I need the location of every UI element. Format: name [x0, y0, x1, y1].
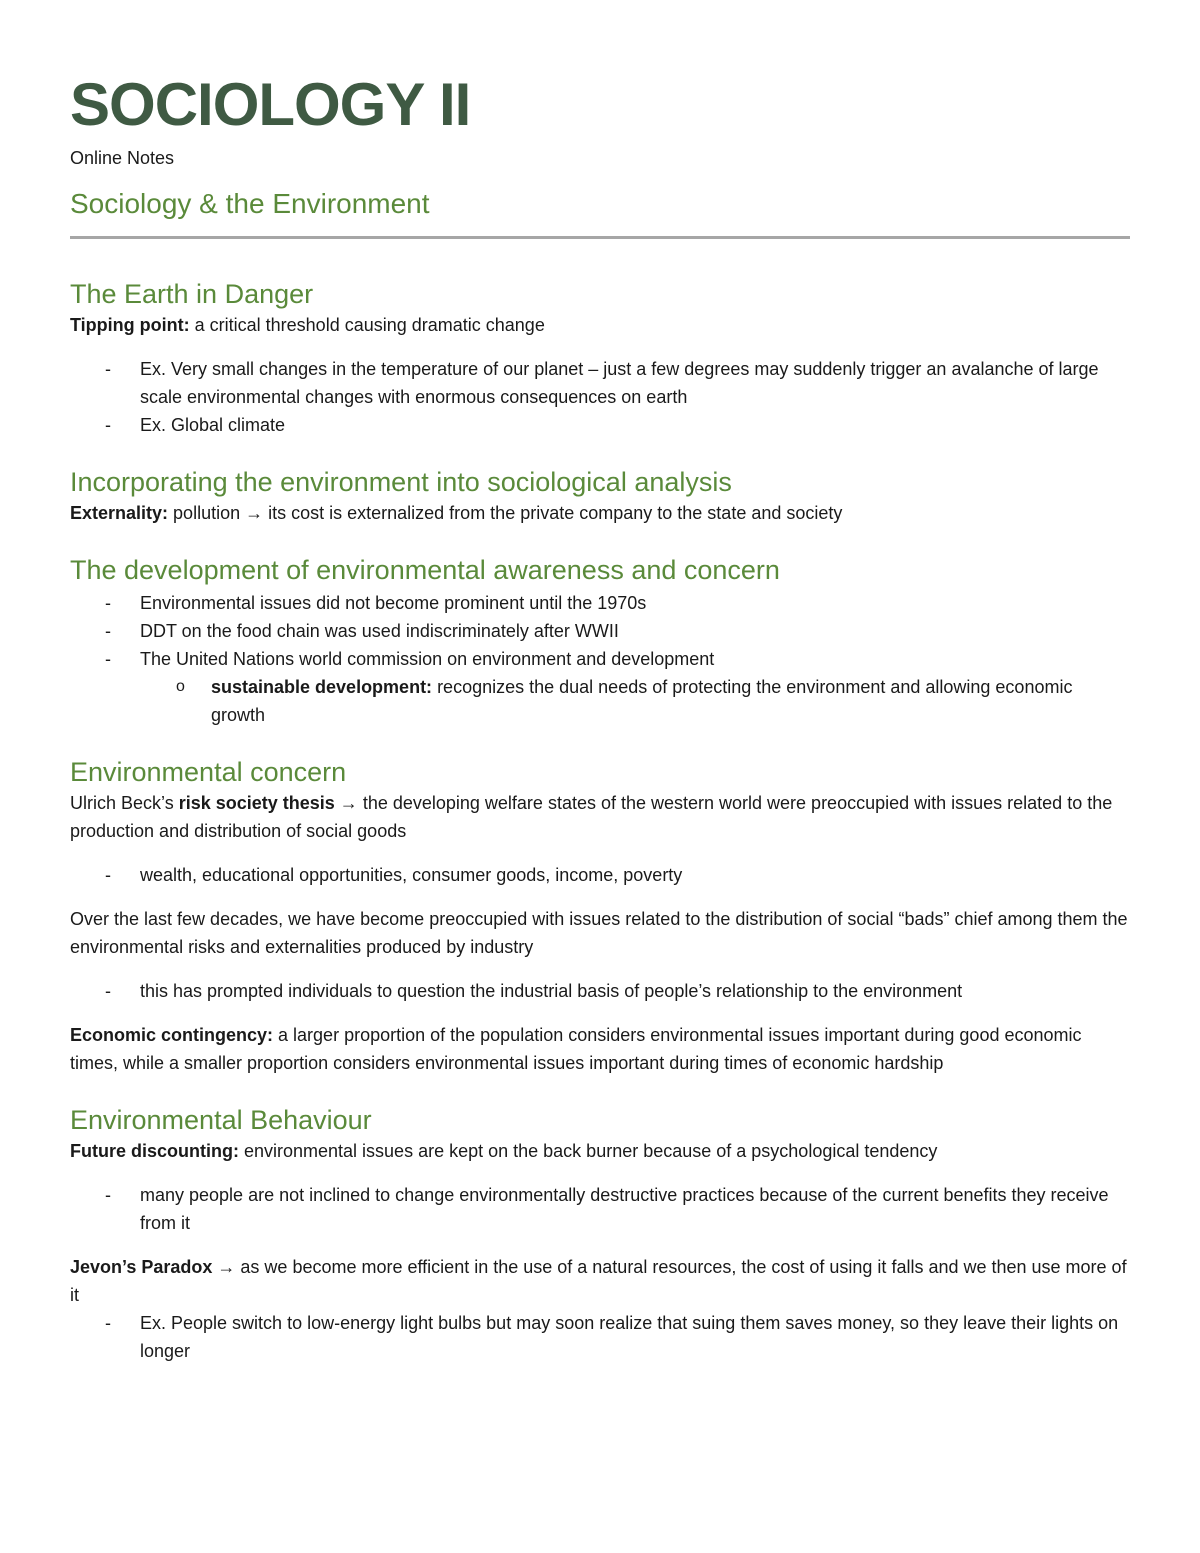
dash-bullet-icon: -: [105, 415, 111, 435]
list-item-text: wealth, educational opportunities, consumer goods, income, poverty: [140, 865, 683, 885]
bullet-list: [70, 355, 1130, 439]
term-tipping-point: Tipping point:: [70, 315, 190, 335]
definition-text: pollution: [168, 503, 246, 523]
document-page: [70, 70, 1130, 1365]
list-item: [70, 411, 1130, 439]
dash-bullet-icon: -: [105, 359, 111, 379]
definition-text: its cost is externalized from the private company to the state and society: [263, 503, 843, 523]
dash-bullet-icon: -: [105, 865, 111, 885]
bullet-list: [70, 861, 1130, 889]
dash-bullet-icon: -: [105, 621, 111, 641]
term-risk-society-thesis: risk society thesis: [178, 793, 335, 813]
list-item: [70, 645, 1130, 673]
arrow-right-icon: →: [212, 1257, 236, 1277]
paragraph-text: Ulrich Beck’s: [70, 793, 179, 813]
list-item: [70, 617, 1130, 645]
bullet-list: [70, 977, 1130, 1005]
definition-future-discounting: [70, 1137, 1130, 1165]
term-sustainable-development: sustainable development:: [211, 677, 433, 697]
document-title: SOCIOLOGY II: [70, 71, 471, 138]
dash-bullet-icon: -: [105, 1185, 111, 1205]
document-subtitle: Online Notes: [70, 148, 175, 168]
list-item-text: Environmental issues did not become prominent until the 1970s: [140, 593, 647, 613]
dash-bullet-icon: -: [105, 593, 111, 613]
dash-bullet-icon: -: [105, 649, 111, 669]
bullet-list: [70, 589, 1130, 673]
list-item: [70, 861, 1130, 889]
heading-awareness: The development of environmental awareness and concern: [70, 555, 780, 585]
list-item: [70, 977, 1130, 1005]
list-item: [70, 1309, 1130, 1365]
heading-environmental-concern: Environmental concern: [70, 757, 347, 787]
paragraph-risk-society: [70, 789, 1130, 845]
term-jevons-paradox: Jevon’s Paradox: [70, 1257, 213, 1277]
circle-bullet-icon: o: [176, 678, 185, 695]
heading-incorporating: Incorporating the environment into sociological analysis: [70, 467, 732, 497]
list-item-text: Ex. Global climate: [140, 415, 286, 435]
list-item-text: Ex. People switch to low-energy light bulbs but may soon realize that suing them saves money, so they leave their lights on longer: [140, 1313, 1119, 1361]
definition-tipping-point: [70, 311, 1130, 339]
definition-text: a larger proportion of the population considers environmental issues important during good economic times, while a smaller proportion considers environmental issues important during times of economic hardship: [70, 1025, 1082, 1073]
dash-bullet-icon: -: [105, 1313, 111, 1333]
definition-externality: [70, 499, 1130, 527]
list-item: [70, 589, 1130, 617]
paragraph-text: the developing welfare states of the western world were preoccupied with issues related to the production and distribution of social goods: [70, 793, 1113, 841]
list-item-text: The United Nations world commission on environment and development: [140, 649, 715, 669]
definition-text: recognizes the dual needs of protecting the environment and allowing economic growth: [211, 677, 1073, 725]
dash-bullet-icon: -: [105, 981, 111, 1001]
paragraph-social-bads: Over the last few decades, we have become preoccupied with issues related to the distribution of social “bads” chief among them the environmental risks and externalities produced by industry: [70, 909, 1128, 957]
bullet-list: [70, 1181, 1130, 1237]
sub-bullet-list: [70, 673, 1130, 729]
definition-economic-contingency: [70, 1021, 1130, 1077]
list-item: [70, 355, 1130, 411]
arrow-right-icon: →: [245, 503, 264, 523]
bullet-list: [70, 1309, 1130, 1365]
term-future-discounting: Future discounting:: [70, 1141, 239, 1161]
sub-list-item: [70, 673, 1130, 729]
list-item-text: many people are not inclined to change environmentally destructive practices because of the current benefits they receive from it: [140, 1185, 1109, 1233]
term-economic-contingency: Economic contingency:: [70, 1025, 274, 1045]
definition-text: a critical threshold causing dramatic change: [189, 315, 545, 335]
definition-text: as we become more efficient in the use of a natural resources, the cost of using it falls and we then use more of it: [70, 1257, 1127, 1305]
term-externality: Externality:: [70, 503, 169, 523]
list-item-text: DDT on the food chain was used indiscriminately after WWII: [140, 621, 619, 641]
list-item-text: Ex. Very small changes in the temperature of our planet – just a few degrees may suddenly trigger an avalanche of large scale environmental changes with enormous consequences on earth: [140, 359, 1099, 407]
heading-earth-in-danger: The Earth in Danger: [70, 279, 314, 309]
list-item-text: this has prompted individuals to question the industrial basis of people’s relationship to the environment: [140, 981, 963, 1001]
heading-environmental-behaviour: Environmental Behaviour: [70, 1105, 372, 1135]
section-title: Sociology & the Environment: [70, 188, 430, 219]
arrow-right-icon: →: [334, 793, 358, 813]
definition-text: environmental issues are kept on the back burner because of a psychological tendency: [238, 1141, 938, 1161]
list-item: [70, 1181, 1130, 1237]
definition-jevons-paradox: [70, 1253, 1130, 1309]
